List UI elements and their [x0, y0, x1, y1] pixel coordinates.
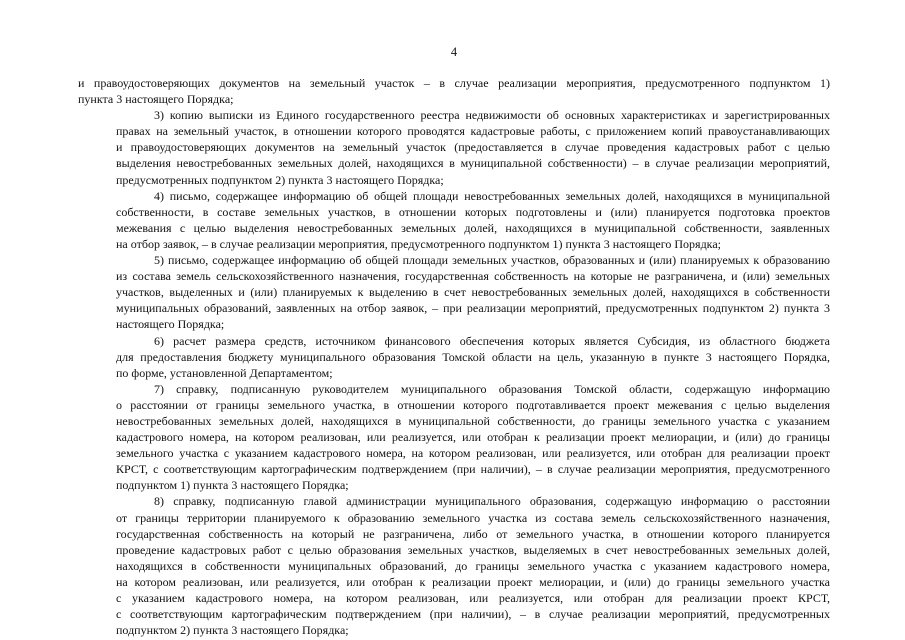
text-line: настоящего Порядка; [116, 317, 225, 332]
text-line: 7) справку, подписанную руководителем муниципального образования Томской области, содержащую информацию [154, 381, 830, 396]
text-line: кадастрового номера, на котором реализован, или реализуется, или отобран к реализации проект мелиорации, и (или) до границы [116, 430, 830, 445]
list-item-paragraph [78, 333, 830, 381]
text-line: по форме, установленной Департаментом; [116, 365, 333, 380]
text-line: муниципальных образований, заявленных на отбор заявок, – при реализации мероприятий, предусмотренных подпунктом 2) пункта 3 [116, 301, 830, 316]
text-line: для предоставления бюджету муниципального образования Томской области на цель, указанную в пункте 3 настоящего Порядка, [116, 349, 830, 364]
text-line: на отбор заявок, – в случае реализации мероприятия, предусмотренного подпунктом 1) пункта 3 настоящего Порядка; [116, 236, 721, 251]
text-line: пункта 3 настоящего Порядка; [78, 92, 234, 107]
text-line: с соответствующим картографическим подтверждением (при наличии), – в случае реализации мероприятий, предусмотренных [116, 607, 830, 622]
text-line: выделения невостребованных земельных долей, находящихся в муниципальной собственности) – в случае реализации мероприятий, [116, 156, 830, 171]
text-line: 8) справку, подписанную главой администрации муниципального образования, содержащую информацию о расстоянии [154, 494, 830, 509]
text-line: с указанием кадастрового номера, на котором реализован, или реализуется, или отобран для реализации проект КРСТ, [116, 591, 830, 605]
text-line: подпунктом 1) пункта 3 настоящего Порядка; [116, 478, 349, 493]
text-line: КРСТ, с соответствующим картографическим подтверждением (при наличии), – в случае реализации мероприятия, предусмотренного [116, 462, 830, 477]
text-line: подпунктом 2) пункта 3 настоящего Порядка; [116, 623, 349, 638]
text-line: собственности, в составе земельных участков, в отношении которых подготовлены и (или) планируется подготовка проектов [116, 204, 830, 219]
text-line: проведение кадастровых работ с целью образования земельных участков, выделяемых в счет невостребованных земельных долей, [116, 542, 830, 557]
document-body [78, 75, 830, 638]
text-line: предусмотренных подпунктом 2) пункта 3 настоящего Порядка; [116, 172, 444, 187]
page-number: 4 [450, 45, 458, 59]
text-line: 3) копию выписки из Единого государственного реестра недвижимости об основных характеристиках и зарегистрированных [154, 108, 830, 123]
text-line: межевания с целью выделения невостребованных земельных долей, находящихся в муниципальной собственности, заявленных [116, 220, 830, 235]
text-line: о расстоянии от границы земельного участка, в отношении которого подготавливается проект межевания с целью выделения [116, 397, 830, 412]
list-item-paragraph [78, 252, 830, 332]
text-line: государственная собственность на который не разграничена, либо от земельного участка, в отношении которого планируется [116, 526, 830, 541]
list-item-paragraph [78, 381, 830, 494]
text-line: правах на земельный участок, в отношении которого проводятся кадастровые работы, с приложением копий правоустанавливающих [116, 124, 830, 139]
text-line: находящихся в собственности муниципальных образований, до границы земельного участка с указанием кадастрового номера, [116, 558, 830, 573]
text-line: земельного участка с указанием кадастрового номера, на котором реализован, или реализуется, или отобран для реализации проект [116, 446, 830, 461]
text-line: 5) письмо, содержащее информацию об общей площади земельных участков, образованных и (или) планируемых к образованию [154, 253, 830, 268]
text-line: 6) расчет размера средств, источником финансового обеспечения которых является Субсидия, из областного бюджета [154, 333, 830, 348]
text-line: от границы территории планируемого к образованию земельного участка из состава земель сельскохозяйственного назначения, [116, 510, 830, 525]
list-item-paragraph [78, 188, 830, 252]
text-line: 4) письмо, содержащее информацию об общей площади невостребованных земельных долей, находящихся в муниципальной [154, 188, 830, 203]
text-line: участков, выделенных и (или) планируемых к выделению в счет невостребованных земельных долей, находящихся в собственности [116, 285, 830, 300]
text-line: из состава земель сельскохозяйственного назначения, государственная собственность на которые не разграничена, и (или) земельных [116, 269, 830, 284]
list-item-paragraph [78, 107, 830, 187]
text-line: невостребованных земельных долей, находящихся в муниципальной собственности, до границы земельного участка с указанием [116, 413, 830, 428]
text-line: и правоудостоверяющих документов на земельный участок (предоставляется в случае проведения кадастровых работ с целью [116, 140, 830, 155]
paragraph-continuation [78, 75, 830, 107]
text-line: и правоудостоверяющих документов на земельный участок – в случае реализации мероприятия, предусмотренного подпунктом 1) [78, 76, 830, 90]
text-line: на котором реализован, или реализуется, или отобран к реализации проект мелиорации, и (или) до границы земельного участка [116, 574, 830, 589]
list-item-paragraph [78, 493, 830, 638]
